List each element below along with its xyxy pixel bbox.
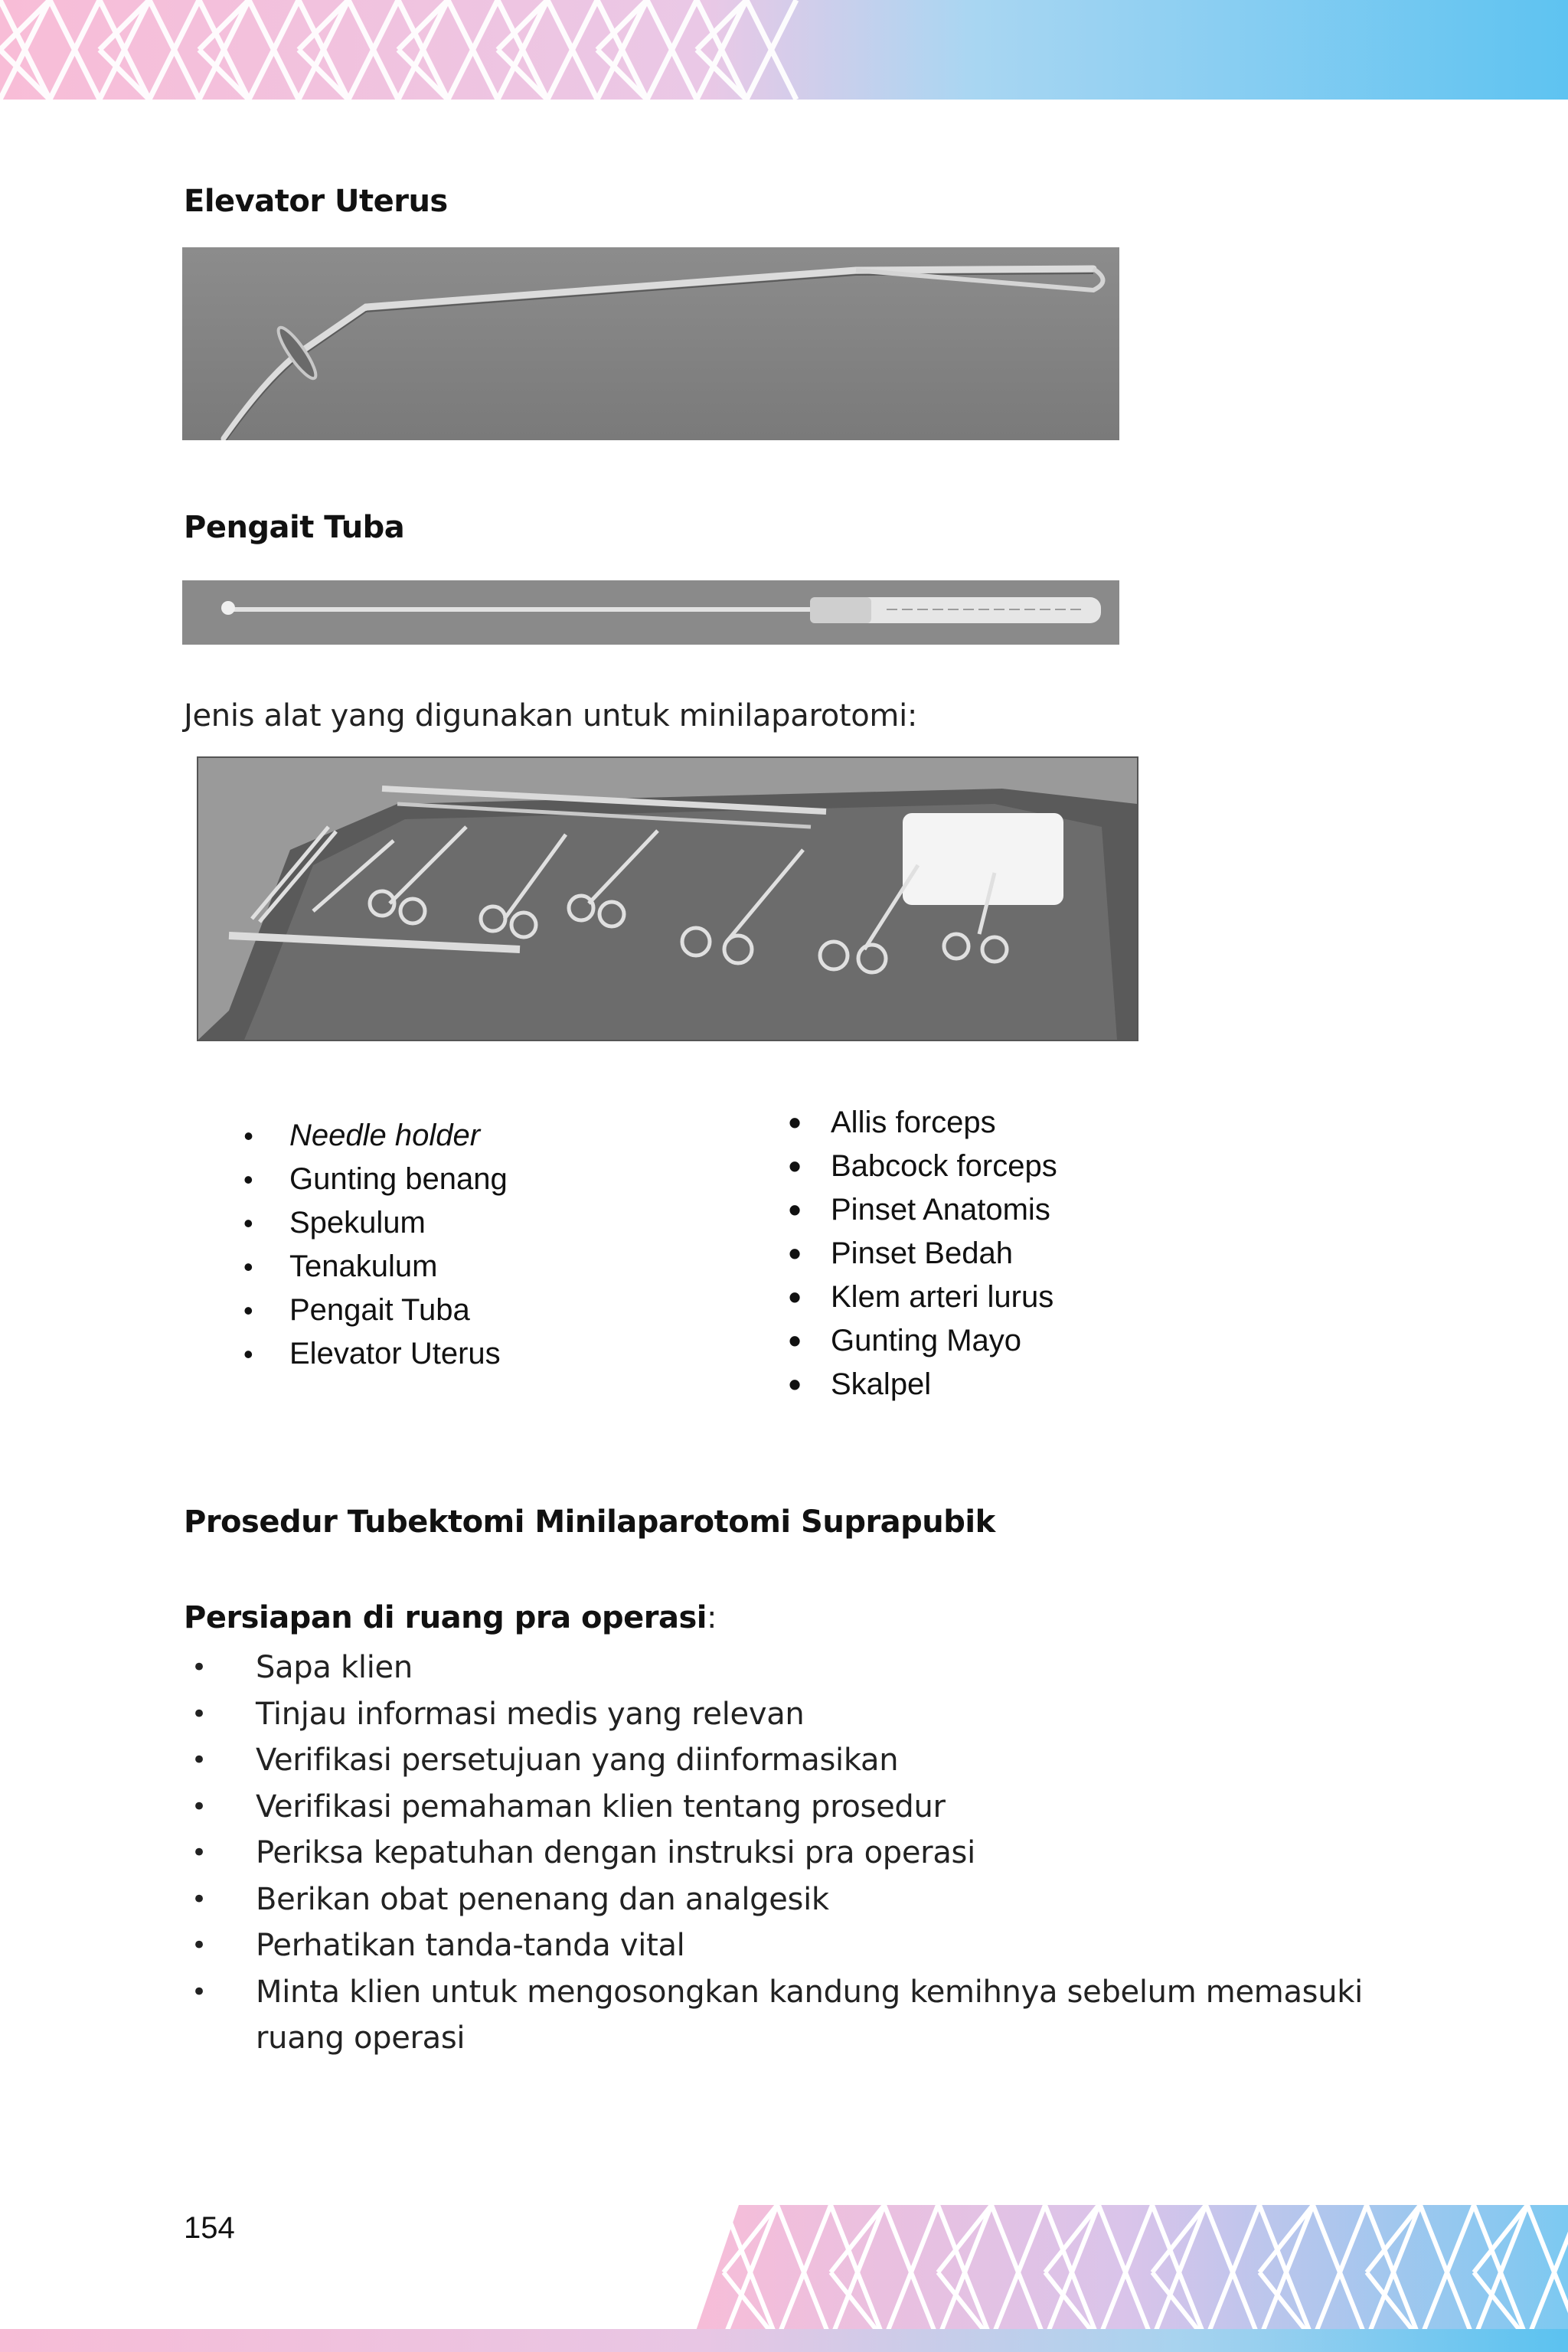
elevator-uterus-photo	[182, 247, 1119, 440]
list-item: • Pinset Anatomis	[789, 1188, 1057, 1232]
list-item: • Skalpel	[789, 1363, 1057, 1406]
header-banner	[0, 0, 1568, 100]
procedure-heading: Prosedur Tubektomi Minilaparotomi Suprapubik	[184, 1504, 995, 1540]
footer-banner	[693, 2205, 1568, 2340]
list-item: • Perhatikan tanda-tanda vital	[184, 1922, 1381, 1969]
list-item: • Verifikasi persetujuan yang diinformasikan	[184, 1737, 1381, 1784]
list-item: • Tenakulum	[243, 1245, 508, 1289]
prep-heading-text: Persiapan di ruang pra operasi	[184, 1600, 707, 1635]
list-item: • Pengait Tuba	[243, 1289, 508, 1332]
prep-heading-colon: :	[706, 1600, 717, 1635]
list-item: • Tinjau informasi medis yang relevan	[184, 1691, 1381, 1738]
list-item: • Gunting benang	[243, 1158, 508, 1201]
instruments-list-left	[243, 1114, 508, 1376]
footer-strip	[0, 2329, 1568, 2352]
pengait-tuba-photo	[182, 580, 1119, 645]
list-item: • Periksa kepatuhan dengan instruksi pra operasi	[184, 1830, 1381, 1877]
list-item: • Gunting Mayo	[789, 1319, 1057, 1363]
list-item: • Elevator Uterus	[243, 1332, 508, 1376]
pengait-tuba-heading: Pengait Tuba	[184, 510, 405, 545]
instruments-photo	[197, 756, 1138, 1041]
prep-steps-list	[184, 1645, 1381, 2062]
prep-heading	[184, 1600, 717, 1635]
list-item: • Verifikasi pemahaman klien tentang prosedur	[184, 1784, 1381, 1831]
list-item: • Spekulum	[243, 1201, 508, 1245]
list-item: • Pinset Bedah	[789, 1232, 1057, 1276]
list-item: • Klem arteri lurus	[789, 1276, 1057, 1319]
list-item: • Babcock forceps	[789, 1145, 1057, 1188]
page-number: 154	[184, 2211, 235, 2245]
instruments-list-right	[789, 1101, 1057, 1406]
list-item: • Minta klien untuk mengosongkan kandung kemihnya sebelum memasuki ruang operasi	[184, 1969, 1381, 2062]
list-item: • Needle holder	[243, 1114, 508, 1158]
intro-text: Jenis alat yang digunakan untuk minilaparotomi:	[184, 698, 918, 733]
list-item: • Allis forceps	[789, 1101, 1057, 1145]
list-item: • Berikan obat penenang dan analgesik	[184, 1877, 1381, 1923]
list-item: • Sapa klien	[184, 1645, 1381, 1691]
elevator-uterus-heading: Elevator Uterus	[184, 184, 448, 219]
